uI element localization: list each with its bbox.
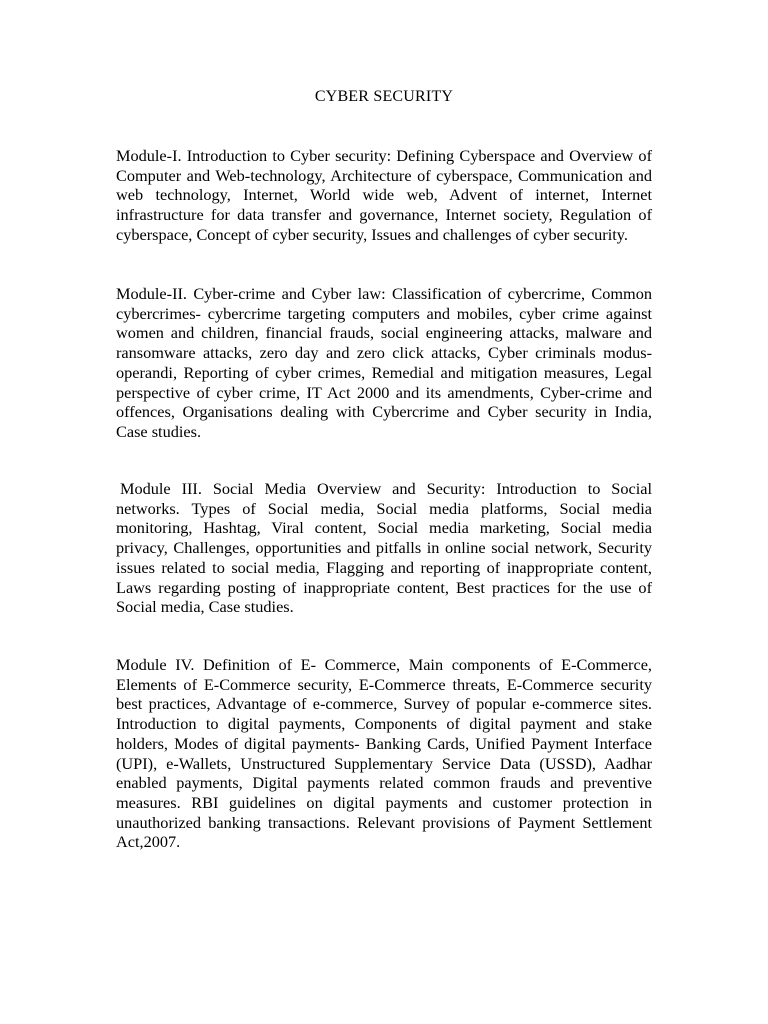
module-2-paragraph: Module-II. Cyber-crime and Cyber law: Classification of cybercrime, Common cybercrimes- cybercrime targeting computers and mobiles, cyber crime against women and children, financial frauds, social engineering attacks, malware and ransomware attacks, zero day and zero click attacks, Cyber criminals modus-operandi, Reporting of cyber crimes, Remedial and mitigation measures, Legal perspective of cyber crime, IT Act 2000 and its amendments, Cyber-crime and offences, Organisations dealing with Cybercrime and Cyber security in India, Case studies. bbox=[116, 284, 652, 441]
document-title: CYBER SECURITY bbox=[314, 88, 454, 105]
module-4-paragraph: Module IV. Definition of E- Commerce, Main components of E-Commerce, Elements of E-Commerce security, E-Commerce threats, E-Commerce security best practices, Advantage of e-commerce, Survey of popular e-commerce sites. Introduction to digital payments, Components of digital payment and stake holders, Modes of digital payments- Banking Cards, Unified Payment Interface (UPI), e-Wallets, Unstructured Supplementary Service Data (USSD), Aadhar enabled payments, Digital payments related common frauds and preventive measures. RBI guidelines on digital payments and customer protection in unauthorized banking transactions. Relevant provisions of Payment Settlement Act,2007. bbox=[116, 655, 652, 852]
module-1-paragraph: Module-I. Introduction to Cyber security: Defining Cyberspace and Overview of Computer and Web-technology, Architecture of cyberspace, Communication and web technology, Internet, World wide web, Advent of internet, Internet infrastructure for data transfer and governance, Internet society, Regulation of cyberspace, Concept of cyber security, Issues and challenges of cyber security. bbox=[116, 146, 652, 244]
module-3-paragraph: Module III. Social Media Overview and Security: Introduction to Social networks. Types of Social media, Social media platforms, Social media monitoring, Hashtag, Viral content, Social media marketing, Social media privacy, Challenges, opportunities and pitfalls in online social network, Security issues related to social media, Flagging and reporting of inappropriate content, Laws regarding posting of inappropriate content, Best practices for the use of Social media, Case studies. bbox=[116, 479, 652, 617]
